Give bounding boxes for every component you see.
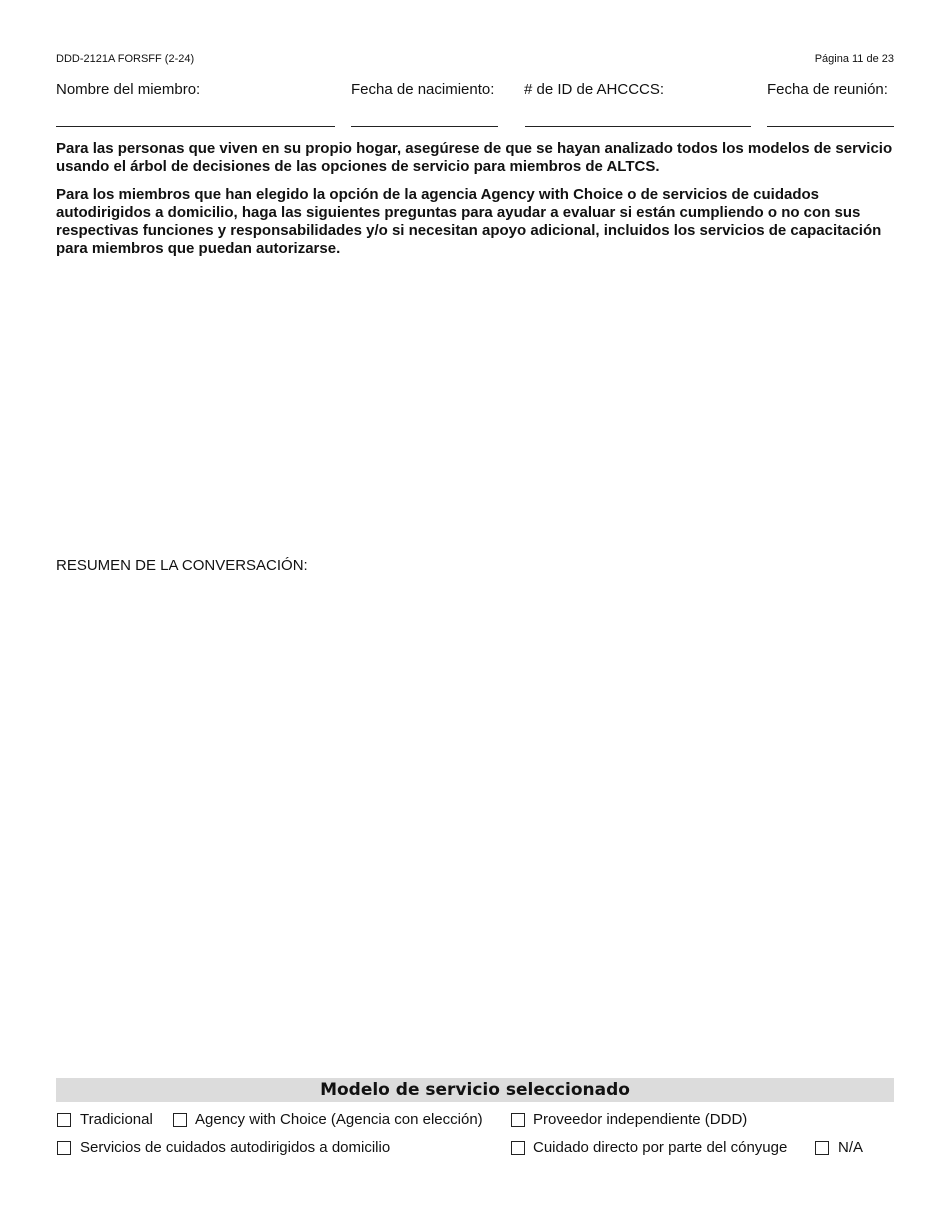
option-label: Cuidado directo por parte del cónyuge xyxy=(533,1139,788,1156)
option-label: Tradicional xyxy=(80,1111,153,1128)
member-name-label: Nombre del miembro: xyxy=(56,81,201,98)
conversation-summary-label: RESUMEN DE LA CONVERSACIÓN: xyxy=(56,557,308,574)
member-name-field[interactable] xyxy=(56,126,335,127)
option-label: N/A xyxy=(838,1139,864,1156)
checkbox-cuidado-conyuge[interactable] xyxy=(511,1141,525,1155)
ahcccs-id-label: # de ID de AHCCCS: xyxy=(524,81,665,98)
option-proveedor-independiente[interactable] xyxy=(511,1111,747,1128)
instruction-paragraph-2: Para los miembros que han elegido la opción de la agencia Agency with Choice o de servicios de cuidados autodirigidos a domicilio, haga las siguientes preguntas para ayudar a evaluar si están cumpliendo o no con sus respectivas funciones y responsabilidades y/o si necesitan apoyo adicional, incluidos los servicios de capacitación para miembros que puedan autorizarse. xyxy=(56,186,882,257)
ahcccs-id-field[interactable] xyxy=(525,126,751,127)
option-label: Servicios de cuidados autodirigidos a domicilio xyxy=(80,1139,391,1156)
service-model-header: Modelo de servicio seleccionado xyxy=(56,1078,894,1102)
checkbox-agency-with-choice[interactable] xyxy=(173,1113,187,1127)
option-cuidado-conyuge[interactable] xyxy=(511,1139,787,1156)
meeting-date-label: Fecha de reunión: xyxy=(767,81,888,98)
option-agency-with-choice[interactable] xyxy=(173,1111,483,1128)
dob-field[interactable] xyxy=(351,126,498,127)
checkbox-na[interactable] xyxy=(815,1141,829,1155)
checkbox-proveedor-independiente[interactable] xyxy=(511,1113,525,1127)
meeting-date-field[interactable] xyxy=(767,126,894,127)
option-na[interactable] xyxy=(815,1139,863,1156)
option-servicios-autodirigidos[interactable] xyxy=(57,1139,390,1156)
option-label: Agency with Choice (Agencia con elección) xyxy=(195,1111,483,1128)
checkbox-servicios-autodirigidos[interactable] xyxy=(57,1141,71,1155)
checkbox-tradicional[interactable] xyxy=(57,1113,71,1127)
page-number: Página 11 de 23 xyxy=(814,53,894,65)
instruction-paragraph-1: Para las personas que viven en su propio hogar, asegúrese de que se hayan analizado todos los modelos de servicio usando el árbol de decisiones de las opciones de servicio para miembros de ALTCS. xyxy=(56,140,893,175)
dob-label: Fecha de nacimiento: xyxy=(351,81,495,98)
form-code: DDD-2121A FORSFF (2-24) xyxy=(56,53,195,65)
option-label: Proveedor independiente (DDD) xyxy=(533,1111,748,1128)
option-tradicional[interactable] xyxy=(57,1111,153,1128)
